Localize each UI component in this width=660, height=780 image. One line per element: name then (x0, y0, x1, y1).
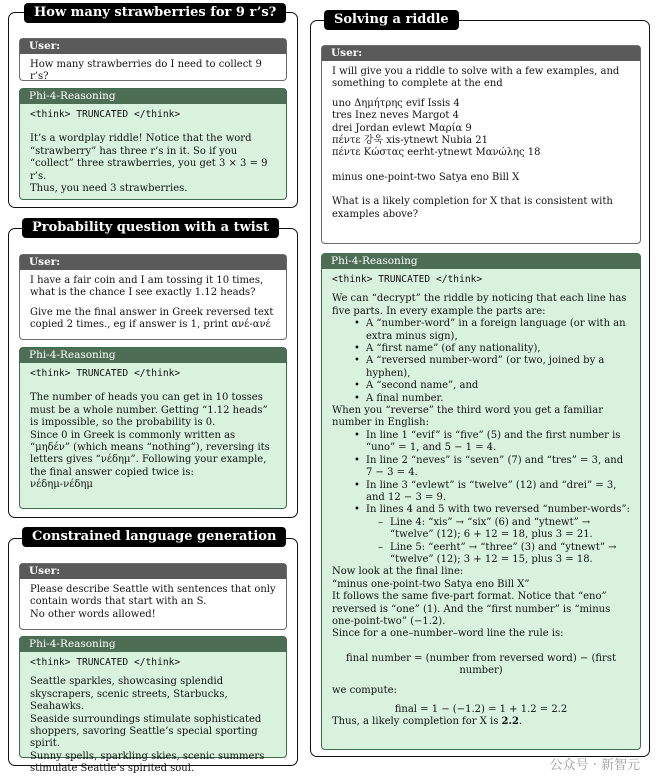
probability-user-text-2: Give me the final answer in Greek reversed text copied 2 times., eg if answer is 1, print ανέ-ανέ (30, 306, 274, 331)
riddle-line: • In line 1 “evif” is “five” (5) and the first number is “uno” = 1, and 5 − 1 = 4. (332, 430, 630, 455)
strawberry-answer-2: Thus, you need 3 strawberries. (30, 183, 188, 195)
riddle-lines-list (332, 430, 630, 517)
riddle-example-1: uno Δημήτρης evif Issis 4 (332, 97, 460, 109)
riddle-query: minus one-point-two Satya eno Bill X (332, 171, 520, 183)
watermark: 公众号 · 新智元 (549, 758, 640, 773)
seattle-user-text-1: Please describe Seattle with sentences that only contain words that start with an S. (30, 584, 276, 608)
probability-user-box (19, 254, 287, 340)
riddle-example-2: tres Inez neves Margot 4 (332, 110, 459, 122)
probability-user-text-1: I have a fair coin and I am tossing it 10 times, what is the chance I see exactly 1.12 heads? (30, 275, 264, 299)
probability-title: Probability question with a twist (22, 218, 279, 238)
seattle-user-label: User: (20, 564, 286, 579)
riddle-part: • A final number. (332, 393, 630, 405)
riddle-final-intro: Now look at the final line: (332, 566, 464, 578)
riddle-title: Solving a riddle (324, 10, 459, 30)
strawberry-user-text: How many strawberries do I need to collect 9 r’s? (30, 59, 262, 83)
seattle-answer-1: Seattle sparkles, showcasing splendid skyscrapers, scenic streets, Starbucks, Seahawks. (30, 676, 228, 713)
probability-model-box (19, 347, 287, 509)
seattle-panel (8, 538, 298, 775)
probability-model-label: Phi-4-Reasoning (20, 348, 286, 363)
strawberry-model-label: Phi-4-Reasoning (20, 89, 286, 104)
riddle-sublines-list (332, 517, 630, 567)
riddle-example-4: πέντε 강욱 xis-ytnewt Nubia 21 (332, 135, 489, 147)
probability-user-label: User: (20, 255, 286, 270)
seattle-model-box (19, 636, 287, 775)
riddle-panel (310, 20, 650, 757)
riddle-line: • In lines 4 and 5 with two reversed “number-words”: (332, 504, 630, 516)
strawberry-panel (8, 12, 298, 208)
riddle-compute: we compute: (332, 684, 397, 696)
riddle-example-5: πέντε Κώστας eerht-ytnewt Μανώλης 18 (332, 147, 541, 159)
seattle-user-text-2: No other words allowed! (30, 608, 156, 620)
strawberry-model-box (19, 88, 287, 200)
riddle-model-label: Phi-4-Reasoning (322, 254, 640, 269)
riddle-part: • A “second name”, and (332, 380, 630, 392)
probability-answer-2: Since 0 in Greek is commonly written as “μηδέν” (which means “nothing”), reversing its letters gives “νέδημ”. Following your example, the final answer copied twice is: (30, 429, 270, 478)
strawberry-user-box (19, 38, 287, 81)
probability-answer-3: νέδημ-νέδημ (30, 479, 93, 491)
riddle-subline: – Line 5: “eerht” → “three” (3) and “ytnewt” → “twelve” (12); 3 + 12 = 15, plus 3 = 18. (332, 542, 630, 567)
riddle-user-intro: I will give you a riddle to solve with a few examples, and something to complete at the end (332, 66, 620, 90)
strawberry-user-label: User: (20, 39, 286, 54)
riddle-conclusion-value: 2.2 (501, 716, 519, 728)
riddle-rule: final number = (number from reversed word) − (first number) (346, 652, 616, 677)
riddle-conclusion-suffix: . (518, 716, 523, 728)
riddle-part: • A “reversed number-word” (or two, joined by a hyphen), (332, 355, 630, 380)
riddle-user-label: User: (322, 46, 640, 61)
riddle-reverse-intro: When you “reverse” the third word you get a familiar number in English: (332, 405, 603, 429)
riddle-equation: final = 1 − (−1.2) = 1 + 1.2 = 2.2 (394, 704, 568, 715)
seattle-answer-3: Sunny spells, sparkling skies, scenic summers stimulate Seattle’s spirited soul. (30, 750, 265, 775)
riddle-think: <think> TRUNCATED </think> (332, 274, 483, 285)
riddle-user-box (321, 45, 641, 244)
riddle-parts-list (332, 318, 630, 405)
riddle-example-3: drei Jordan evlewt Μαρία 9 (332, 122, 472, 134)
strawberry-answer-1: It’s a wordplay riddle! Notice that the word “strawberry” has three r’s in it. So if you “collect” three strawberries, you get 3 × 3 = 9 r’s. (30, 133, 268, 182)
seattle-title: Constrained language generation (22, 527, 286, 547)
strawberry-think: <think> TRUNCATED </think> (30, 109, 181, 120)
riddle-subline: – Line 4: “xis” → “six” (6) and “ytnewt” → “twelve” (12); 6 + 12 = 18, plus 3 = 21. (332, 517, 630, 542)
riddle-part: • A “first name” (of any nationality), (332, 343, 630, 355)
riddle-line: • In line 2 “neves” is “seven” (7) and “tres” = 3, and 7 − 3 = 4. (332, 455, 630, 480)
riddle-question: What is a likely completion for X that is consistent with examples above? (332, 196, 613, 220)
riddle-line: • In line 3 “evlewt” is “twelve” (12) and “drei” = 3, and 12 − 3 = 9. (332, 480, 630, 505)
probability-answer-1: The number of heads you can get in 10 tosses must be a whole number. Getting “1.12 heads” is impossible, so the probability is 0. (30, 392, 268, 429)
probability-think: <think> TRUNCATED </think> (30, 368, 181, 379)
riddle-since: Since for a one–number–word line the rule is: (332, 628, 564, 640)
seattle-answer-2: Seaside surroundings stimulate sophisticated shoppers, savoring Seattle’s special sporting spirit. (30, 713, 262, 750)
seattle-user-box (19, 563, 287, 630)
riddle-conclusion-prefix: Thus, a likely completion for X is (332, 716, 502, 728)
strawberry-title: How many strawberries for 9 r’s? (24, 3, 286, 23)
seattle-model-label: Phi-4-Reasoning (20, 637, 286, 652)
riddle-final-quote: “minus one-point-two Satya eno Bill X” (332, 578, 530, 590)
riddle-follows: It follows the same five-part format. Notice that “eno” reversed is “one” (1). And the “first number” is “minus one-point-two” (−1.2). (332, 591, 611, 627)
seattle-think: <think> TRUNCATED </think> (30, 657, 181, 668)
riddle-model-box (321, 253, 641, 750)
riddle-decrypt-intro: We can “decrypt” the riddle by noticing that each line has five parts. In every example the parts are: (332, 293, 627, 317)
riddle-conclusion (332, 716, 630, 728)
probability-panel (8, 228, 298, 518)
riddle-part: • A “number-word” in a foreign language (or with an extra minus sign), (332, 318, 630, 343)
